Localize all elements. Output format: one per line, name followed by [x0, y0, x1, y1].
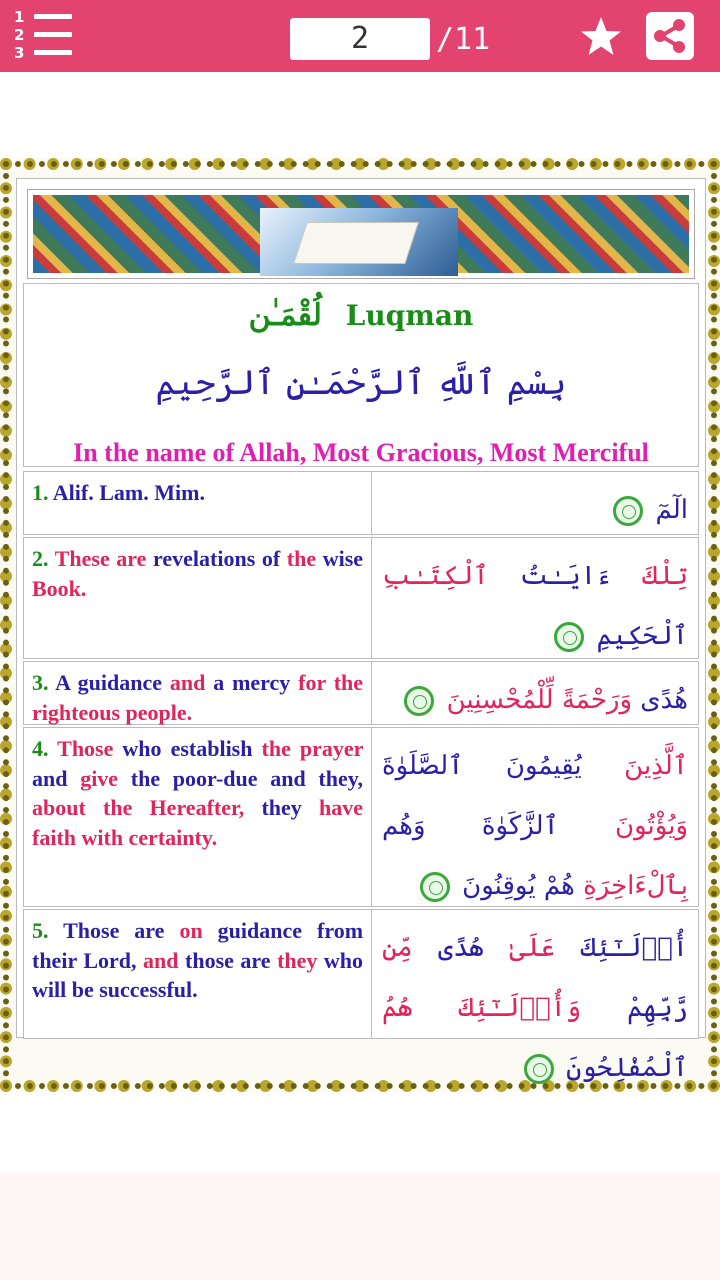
surah-index-button[interactable]: [14, 10, 76, 64]
arabic-segment: ءَايَـٰتُ: [519, 561, 612, 591]
numbered-list-icon: [34, 14, 72, 19]
arabic-segment: هُمْ: [543, 871, 575, 901]
verse-number: 2.: [32, 546, 49, 571]
arabic-segment: يُوقِنُونَ: [462, 871, 536, 901]
verse-text-segment: Those are: [63, 918, 165, 943]
verse-text-segment: guidance from: [217, 918, 364, 943]
arabic-segment: ٱلصَّلَوٰةَ: [382, 751, 464, 781]
surah-title-english: Luqman: [345, 299, 474, 332]
share-icon: [646, 12, 694, 60]
ayah-end-icon: [404, 686, 434, 716]
verse-text-segment: they: [277, 947, 318, 973]
verse-number: 1.: [32, 480, 49, 505]
verse-text-segment: the prayer: [261, 736, 363, 761]
arabic-segment: وَأُو۟لَـٰٓئِكَ: [458, 993, 582, 1023]
verse-number: 4.: [32, 736, 49, 761]
verse-text-segment: a mercy: [213, 670, 291, 695]
arabic-segment: هُمُ: [382, 993, 413, 1023]
ayah-end-icon: [420, 872, 450, 902]
ayah-end-icon: [554, 622, 584, 652]
surah-title-arabic: لُقْمَـٰن: [248, 298, 322, 333]
verse-text-segment: wise: [322, 546, 364, 571]
arabic-segment: وَرَحْمَةً: [561, 685, 633, 715]
verse-row-3[interactable]: [23, 661, 699, 725]
list-line-icon: [34, 32, 72, 37]
verse-arabic: [372, 538, 698, 658]
arabic-segment: الٓمٓ: [655, 495, 688, 525]
verse-text-segment: they: [261, 795, 302, 820]
verse-text-segment: and: [143, 947, 179, 973]
surah-header: [23, 283, 699, 467]
verse-translation: [24, 538, 372, 658]
arabic-segment: ٱلزَّكَوٰةَ: [481, 811, 559, 841]
verse-text-segment: and: [169, 670, 206, 695]
arabic-segment: عَلَىٰ: [509, 933, 556, 963]
share-button[interactable]: [646, 12, 694, 60]
arabic-segment: أُو۟لَـٰٓئِكَ: [580, 933, 688, 963]
ayah-end-icon: [524, 1054, 554, 1084]
verse-number: 3.: [32, 670, 49, 695]
verse-arabic: [372, 910, 698, 1083]
verse-text-segment: revelations of: [153, 546, 281, 571]
basmala-arabic: بِسْمِ ٱللَّهِ ٱلرَّحْمَـٰنِ ٱلرَّحِيمِ: [155, 363, 567, 403]
arabic-segment: مِّن: [382, 933, 413, 963]
verse-text-segment: about the Hereafter,: [32, 795, 245, 820]
verse-text-segment: Book.: [32, 575, 87, 601]
verse-text-segment: faith with certainty.: [32, 824, 218, 850]
arabic-segment: ٱلْكِتَـٰبِ: [382, 561, 489, 591]
arabic-segment: ٱلْمُفْلِحُونَ: [566, 1053, 688, 1083]
basmala-english: In the name of Allah, Most Gracious, Most Merciful: [73, 438, 649, 467]
verse-text-segment: who establish: [122, 736, 253, 761]
ayah-end-icon: [613, 496, 643, 526]
verse-arabic: [372, 728, 698, 906]
book-pages-shape: [293, 222, 419, 264]
bottom-ad-area: [0, 1172, 720, 1280]
verse-text-segment: A guidance: [55, 670, 163, 695]
arabic-segment: لِّلْمُحْسِنِينَ: [446, 685, 554, 715]
verse-text-segment: those are: [185, 947, 271, 973]
quran-page: [16, 178, 706, 1083]
arabic-segment: وَيُؤْتُونَ: [615, 811, 689, 841]
page-number-input[interactable]: 2: [290, 18, 430, 60]
star-icon[interactable]: [578, 14, 624, 60]
list-number-1: 1: [14, 8, 25, 26]
verse-text-segment: the: [286, 546, 317, 571]
verse-text-segment: have: [319, 795, 363, 820]
arabic-segment: رَّبِّهِمْ: [627, 993, 688, 1023]
arabic-segment: بِٱلْءَاخِرَةِ: [583, 871, 688, 901]
verse-row-2[interactable]: [23, 537, 699, 659]
arabic-segment: تِلْكَ: [642, 561, 688, 591]
verse-translation: [24, 472, 372, 534]
verse-text-segment: and: [32, 765, 68, 791]
verse-text-segment: Alif. Lam. Mim.: [52, 480, 205, 505]
verse-text-segment: they,: [318, 765, 364, 791]
verse-text-segment: on: [179, 918, 203, 943]
verse-text-segment: who will be successful.: [32, 947, 364, 1002]
verse-row-5[interactable]: [23, 909, 699, 1083]
verse-text-segment: Those: [57, 736, 114, 761]
verse-text-segment: give: [80, 765, 119, 791]
arabic-segment: يُقِيمُونَ: [505, 751, 582, 781]
verse-text-segment: the poor-due and: [130, 765, 306, 791]
verse-row-1[interactable]: [23, 471, 699, 535]
open-quran-image: [260, 208, 458, 276]
list-number-2: 2: [14, 26, 25, 44]
arabic-segment: ٱلْحَكِيمِ: [596, 621, 688, 651]
list-line-icon: [34, 50, 72, 55]
arabic-segment: هُدًى: [438, 933, 484, 963]
verse-text-segment: for the righteous people.: [32, 670, 364, 725]
arabic-segment: وَهُم: [382, 811, 426, 841]
verse-translation: [24, 728, 372, 906]
verse-translation: [24, 662, 372, 724]
verse-arabic: [372, 472, 698, 534]
arabic-segment: هُدًى: [640, 685, 688, 715]
ornamental-banner: [27, 189, 695, 279]
verse-number: 5.: [32, 918, 49, 943]
page-total-label: /11: [436, 22, 491, 57]
verse-translation: [24, 910, 372, 1038]
verse-row-4[interactable]: [23, 727, 699, 907]
verse-text-segment: These are: [54, 546, 147, 571]
surah-title: [24, 298, 698, 333]
list-number-3: 3: [14, 44, 25, 62]
verse-text-segment: their Lord,: [32, 947, 137, 973]
arabic-segment: ٱلَّذِينَ: [624, 751, 689, 781]
app-toolbar: [0, 0, 720, 72]
verse-arabic: [372, 662, 698, 724]
